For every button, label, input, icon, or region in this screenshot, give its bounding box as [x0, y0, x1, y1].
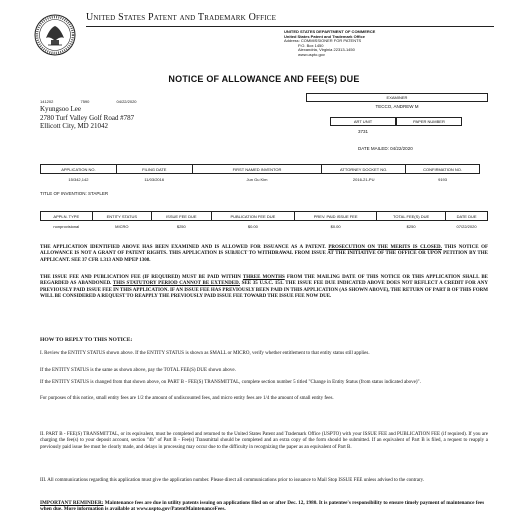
entity-status: MICRO: [115, 224, 129, 230]
date-mailed: DATE MAILED: 04/22/2020: [358, 146, 413, 151]
mail-date: 04/22/2020: [116, 99, 137, 104]
docket-no: 2016-21-PU: [352, 177, 375, 183]
header-confirmation-no: CONFIRMATION NO.: [406, 165, 480, 174]
addressee-city: Ellicott City, MD 21042: [40, 122, 108, 130]
mailing-codes: [40, 99, 163, 104]
confirmation-no: 9193: [438, 177, 447, 183]
po-box-line: P.O. Box 1450: [298, 42, 324, 48]
header-entity-status: ENTITY STATUS: [92, 212, 152, 221]
appln-type: nonprovisional: [53, 224, 80, 230]
issue-fee-credit-text: SEE 35 U.S.C. 151. THE ISSUE FEE DUE INDICATED ABOVE DOES NOT REFLECT A CREDIT FOR ANY PREVIOUSLY PAID ISSUE FEE IN THIS APPLICATION. IF AN ISSUE FEE HAS PREVIOUSLY BEEN PAID IN THIS APPLICATION (AS SHOWN ABOVE), THE RETURN OF PART B OF THIS FORM WILL BE CONSIDERED A REQUEST TO REAPPLY THE PREVIOUSLY PAID ISSUE FEE TOWARD THE ISSUE FEE NOW DUE.: [40, 281, 488, 299]
city-line: Alexandria, Virginia 22313-1450: [298, 47, 355, 53]
website-line: www.uspto.gov: [298, 51, 325, 57]
dept-line: UNITED STATES DEPARTMENT OF COMMERCE: [284, 29, 376, 34]
first-inventor: Jun Gu Kim: [246, 177, 268, 183]
header-first-inventor: FIRST NAMED INVENTOR: [192, 165, 322, 174]
how-to-reply-heading: HOW TO REPLY TO THIS NOTICE:: [40, 337, 133, 343]
header-total-fees: TOTAL FEE(S) DUE: [377, 212, 446, 221]
fee-table: [40, 211, 488, 233]
uspto-seal-icon: [34, 14, 76, 56]
reminder-text: Maintenance fees are due in utility patents issuing on applications filed on or after Dec. 12, 1980. It is patentee's responsibility to ensure timely payment of maintenance fees when due. More information is available at www.uspto.gov/PatentMaintenanceFees.: [40, 500, 485, 513]
fee-header-row: [41, 212, 488, 221]
customer-code: 141202: [40, 99, 54, 104]
reply-step-ii: II. PART B - FEE(S) TRANSMITTAL, or its equivalent, must be completed and returned to the United States Patent and Trademark Office (USPTO) with your ISSUE FEE and PUBLICATION FEE (if required). If you are charging the fee(s) to your deposit account, section "4b" of Part B - Fee(s) Transmittal should be completed and an extra copy of the form should be submitted. If an equivalent of Part B is filed, a request to reapply a previously paid issue fee must be clearly made, and delays in processing may occur due to the difficulty in recognizing the paper as an equivalent of Part B.: [40, 432, 488, 450]
application-header-row: [41, 165, 480, 174]
fee-data-row: [41, 221, 488, 233]
allowance-text: THE APPLICATION IDENTIFIED ABOVE HAS BEEN EXAMINED AND IS ALLOWED FOR ISSUANCE AS A PATENT.: [40, 245, 326, 250]
date-due: 07/22/2020: [456, 224, 477, 230]
header-publication-fee: PUBLICATION FEE DUE: [211, 212, 295, 221]
reply-step-iii: III. All communications regarding this application must give the application number. Please direct all communications prior to issuance to Mail Stop ISSUE FEE unless advised to the contrary.: [40, 478, 425, 483]
art-unit-value: 3731: [357, 129, 368, 134]
total-fees-due: $250: [406, 224, 416, 230]
three-months-text: THREE MONTHS: [242, 275, 285, 280]
header-date-due: DATE DUE: [446, 212, 488, 221]
examiner-name: TECCO, ANDREW M: [375, 104, 419, 109]
header-application-no: APPLICATION NO.: [41, 165, 117, 174]
abandoned-text: FROM THE MAILING DATE OF THIS NOTICE OR THIS APPLICATION SHALL BE REGARDED AS ABANDONED.: [40, 275, 488, 287]
fee-deadline-text: THE ISSUE FEE AND PUBLICATION FEE (IF REQUIRED) MUST BE PAID WITHIN: [40, 275, 243, 280]
mail-code: 7590: [80, 99, 90, 104]
art-unit-label: ART UNIT: [330, 117, 396, 126]
title-of-invention: TITLE OF INVENTION: STAPLER: [40, 191, 109, 196]
statutory-period-text: THIS STATUTORY PERIOD CANNOT BE EXTENDED.: [112, 281, 240, 287]
reply-step-i: I. Review the ENTITY STATUS shown above. If the ENTITY STATUS is shown as SMALL or MICRO, verify whether entitlement to that entity status still applies.: [40, 351, 370, 356]
header-issue-fee: ISSUE FEE DUE: [152, 212, 212, 221]
document-title: NOTICE OF ALLOWANCE AND FEE(S) DUE: [168, 74, 360, 84]
withdrawal-text: THIS NOTICE OF ALLOWANCE IS NOT A GRANT OF PATENT RIGHTS. THIS APPLICATION IS SUBJECT TO WITHDRAWAL FROM ISSUE AT THE INITIATIVE OF THE OFFICE OR UPON PETITION BY THE APPLICANT. SEE 37 CFR 1.313 AND MPEP 1308.: [40, 245, 489, 263]
issue-fee-due: $250: [176, 224, 186, 230]
addressee-street: 2780 Turf Valley Golf Road #787: [40, 113, 135, 122]
addressee-block: [40, 105, 134, 131]
application-no: 15/342,142: [68, 177, 89, 183]
examiner-label: EXAMINER: [306, 93, 488, 102]
header-docket-no: ATTORNEY DOCKET NO.: [322, 165, 406, 174]
header-filing-date: FILING DATE: [116, 165, 192, 174]
reply-step-i-fees: For purposes of this notice, small entity fees are 1/2 the amount of undiscounted fees, and micro entity fees are 1/4 the amount of small entity fees.: [40, 396, 334, 401]
header-appln-type: APPLN. TYPE: [41, 212, 93, 221]
reminder-label: IMPORTANT REMINDER:: [40, 500, 104, 506]
fee-deadline-paragraph: [40, 275, 488, 300]
addressee-name: Kyungsoo Lee: [40, 105, 82, 113]
application-table: [40, 164, 480, 186]
filing-date: 11/03/2016: [144, 177, 165, 183]
office-title: United States Patent and Trademark Office: [86, 12, 277, 23]
prev-paid-issue-fee: $0.00: [330, 224, 341, 230]
office-line: United States Patent and Trademark Office: [284, 33, 365, 39]
header-prev-paid: PREV. PAID ISSUE FEE: [295, 212, 377, 221]
publication-fee-due: $0.00: [247, 224, 258, 230]
reply-step-i-changed: If the ENTITY STATUS is changed from that shown above, on PART B - FEE(S) TRANSMITTAL, complete section number 5 titled "Change in Entity Status (from status indicated above)".: [40, 380, 421, 385]
allowance-paragraph: [40, 245, 488, 264]
maintenance-reminder: [40, 500, 488, 513]
prosecution-closed-text: PROSECUTION ON THE MERITS IS CLOSED.: [328, 245, 442, 250]
application-data-row: [41, 174, 480, 186]
address-line: Address: COMMISSIONER FOR PATENTS: [284, 38, 362, 44]
office-address: [284, 30, 375, 58]
header-rule: [86, 26, 494, 27]
reply-step-i-same: If the ENTITY STATUS is the same as shown above, pay the TOTAL FEE(S) DUE shown above.: [40, 368, 236, 373]
paper-number-label: PAPER NUMBER: [396, 117, 462, 126]
